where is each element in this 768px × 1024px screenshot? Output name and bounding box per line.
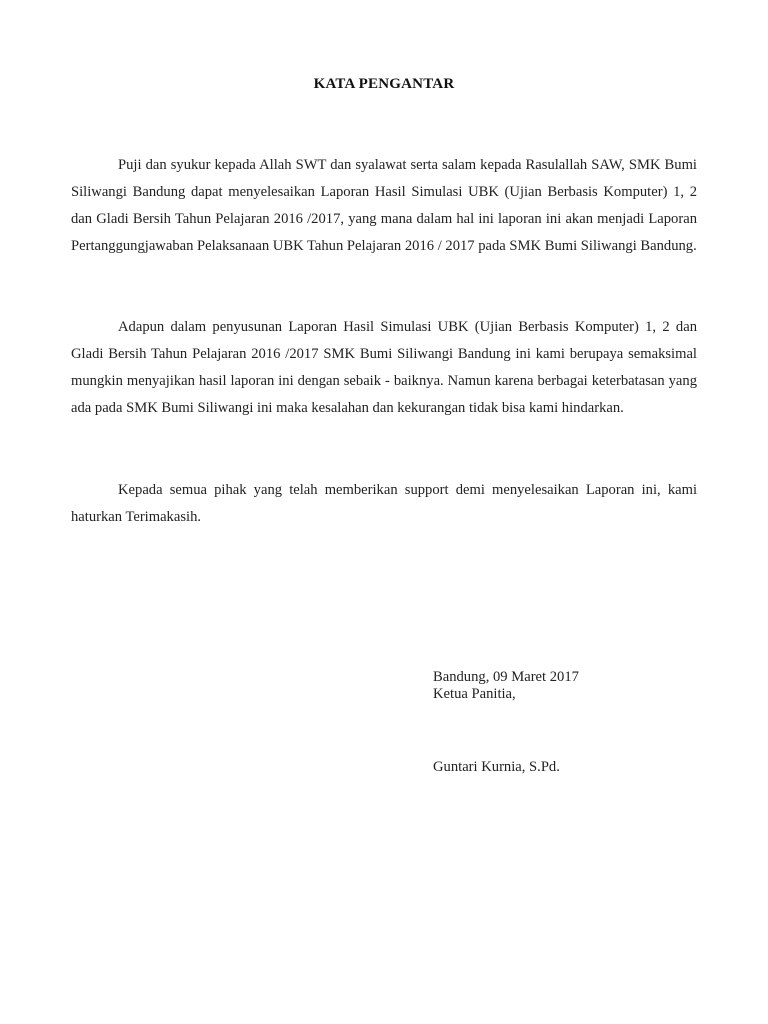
paragraph-opening: Puji dan syukur kepada Allah SWT dan syalawat serta salam kepada Rasulallah SAW, SMK Bumi Siliwangi Bandung dapat menyelesaikan Laporan Hasil Simulasi UBK (Ujian Berbasis Komputer) 1, 2 dan Gladi Bersih Tahun Pelajaran 2016 /2017, yang mana dalam hal ini laporan ini akan menjadi Laporan Pertanggungjawaban Pelaksanaan UBK Tahun Pelajaran 2016 / 2017 pada SMK Bumi Siliwangi Bandung. (71, 157, 697, 254)
signature-place-date: Bandung, 09 Maret 2017 (433, 669, 579, 685)
signature-name: Guntari Kurnia, S.Pd. (433, 759, 560, 775)
paragraph-closing: Kepada semua pihak yang telah memberikan support demi menyelesaikan Laporan ini, kami haturkan Terimakasih. (71, 482, 697, 525)
signature-role: Ketua Panitia, (433, 686, 516, 702)
document-title: KATA PENGANTAR (313, 76, 455, 92)
paragraph-body: Adapun dalam penyusunan Laporan Hasil Simulasi UBK (Ujian Berbasis Komputer) 1, 2 dan Gladi Bersih Tahun Pelajaran 2016 /2017 SMK Bumi Siliwangi Bandung ini kami berupaya semaksimal mungkin menyajikan hasil laporan ini dengan sebaik - baiknya. Namun karena berbagai keterbatasan yang ada pada SMK Bumi Siliwangi ini maka kesalahan dan kekurangan tidak bisa kami hindarkan. (71, 319, 697, 416)
